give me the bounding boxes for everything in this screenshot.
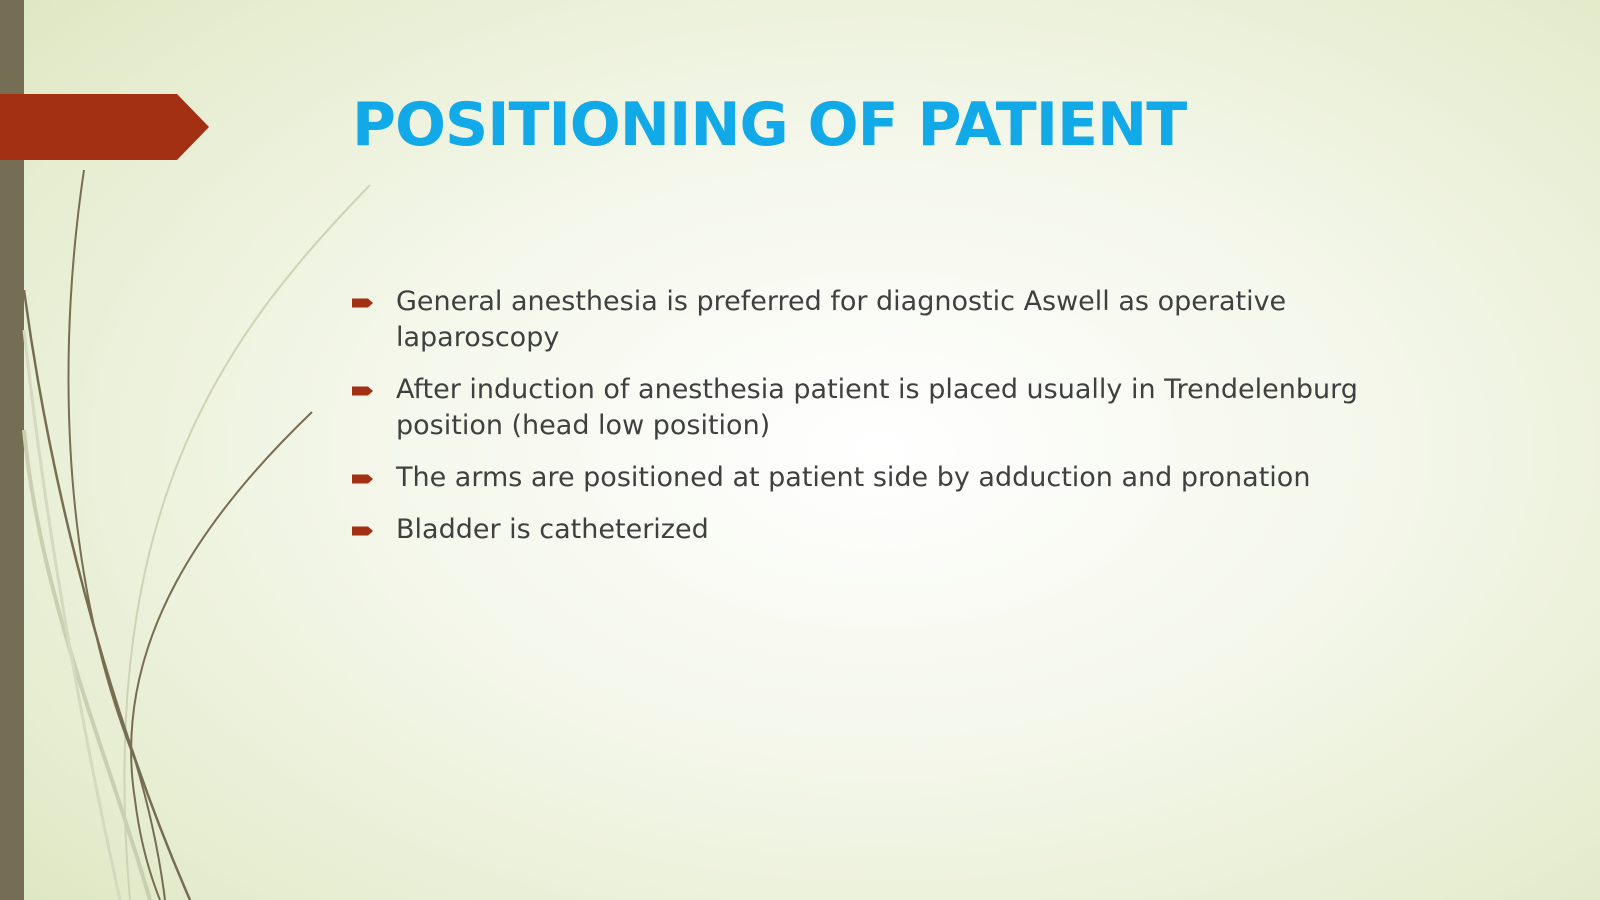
arrow-banner-icon <box>0 94 210 161</box>
arrow-bullet-icon <box>352 385 374 397</box>
bullet-text: The arms are positioned at patient side by adduction and pronation <box>396 462 1311 493</box>
arrow-bullet-icon <box>352 297 374 309</box>
bullet-list <box>352 284 1432 564</box>
arrow-bullet-icon <box>352 473 374 485</box>
list-item <box>352 512 1432 548</box>
arrow-bullet-icon <box>352 525 374 537</box>
bullet-text: Bladder is catheterized <box>396 514 709 545</box>
page-title: POSITIONING OF PATIENT <box>352 90 1187 160</box>
bullet-text: General anesthesia is preferred for diagnostic Aswell as operative laparoscopy <box>396 286 1287 353</box>
bullet-text: After induction of anesthesia patient is placed usually in Trendelenburg position (head low position) <box>396 374 1358 441</box>
list-item <box>352 372 1432 444</box>
list-item <box>352 284 1432 356</box>
list-item <box>352 460 1432 496</box>
